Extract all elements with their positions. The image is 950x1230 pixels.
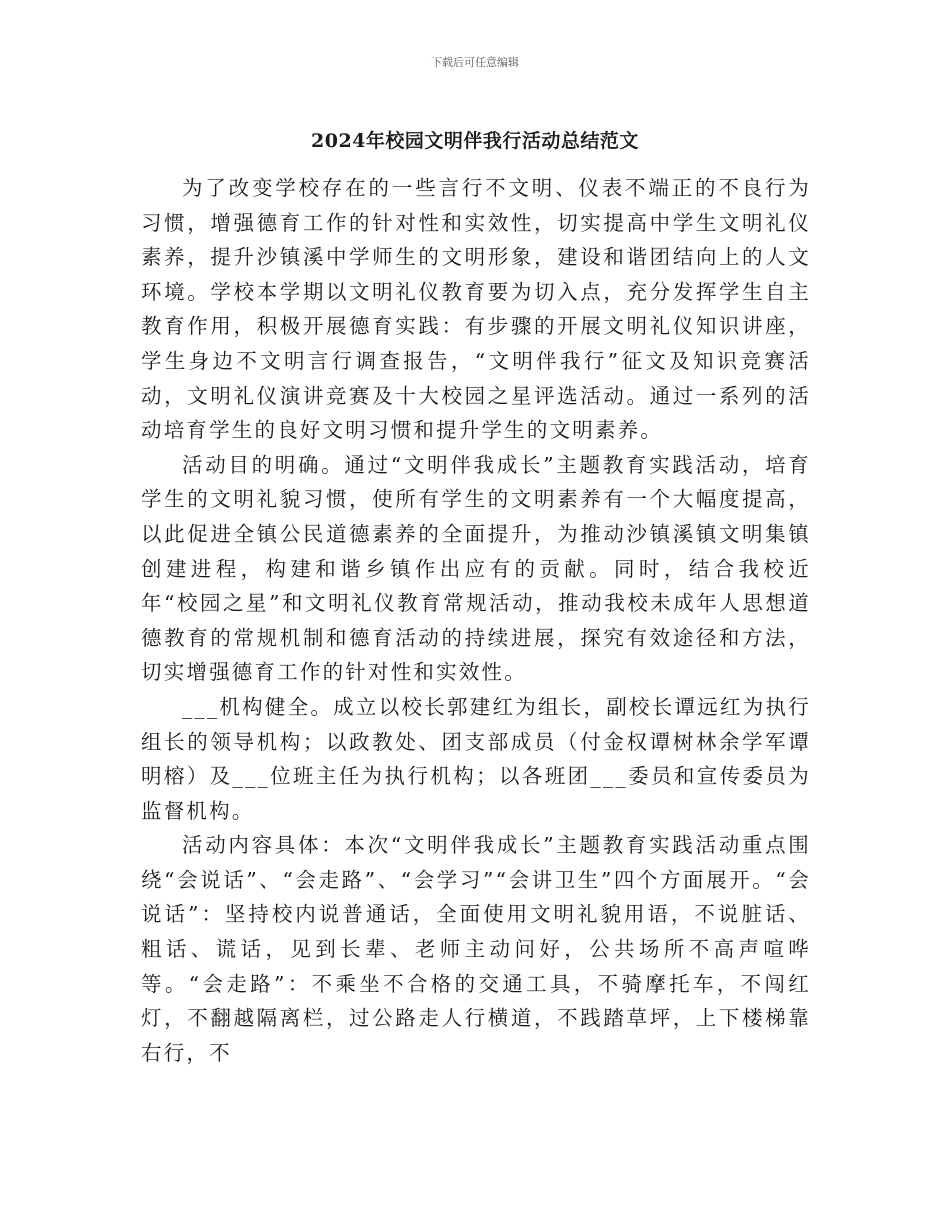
- paragraph-1: 为了改变学校存在的一些言行不文明、仪表不端正的不良行为习惯，增强德育工作的针对性和实效性，切实提高中学生文明礼仪素养，提升沙镇溪中学师生的文明形象，建设和谐团结向上的人文环境。学校本学期以文明礼仪教育要为切入点，充分发挥学生自主教育作用，积极开展德育实践：有步骤的开展文明礼仪知识讲座，学生身边不文明言行调查报告，“文明伴我行”征文及知识竞赛活动，文明礼仪演讲竞赛及十大校园之星评选活动。通过一系列的活动培育学生的良好文明习惯和提升学生的文明素养。: [141, 176, 811, 443]
- document-body: [141, 171, 811, 1070]
- paragraph-3: ___机构健全。成立以校长郭建红为组长，副校长谭远红为执行组长的领导机构；以政教处、团支部成员（付金权谭树林余学军谭明榕）及___位班主任为执行机构；以各班团___委员和宣传委员为监督机构。: [141, 694, 811, 823]
- paragraph-2: 活动目的明确。通过“文明伴我成长”主题教育实践活动，培育学生的文明礼貌习惯，使所有学生的文明素养有一个大幅度提高，以此促进全镇公民道德素养的全面提升，为推动沙镇溪镇文明集镇创建进程，构建和谐乡镇作出应有的贡献。同时，结合我校近年“校园之星”和文明礼仪教育常规活动，推动我校未成年人思想道德教育的常规机制和德育活动的持续进展，探究有效途径和方法，切实增强德育工作的针对性和实效性。: [141, 452, 811, 685]
- paragraph-4: 活动内容具体：本次“文明伴我成长”主题教育实践活动重点围绕“会说话”、“会走路”、“会学习”“会讲卫生”四个方面展开。“会说话”：坚持校内说普通话，全面使用文明礼貌用语，不说脏话、粗话、谎话，见到长辈、老师主动问好，公共场所不高声喧哗等。“会走路”：不乘坐不合格的交通工具，不骑摩托车，不闯红灯，不翻越隔离栏，过公路走人行横道，不践踏草坪，上下楼梯靠右行，不: [141, 833, 811, 1065]
- document-title: 2024年校园文明伴我行活动总结范文: [311, 130, 639, 152]
- page-header-note: 下载后可任意编辑: [431, 56, 519, 69]
